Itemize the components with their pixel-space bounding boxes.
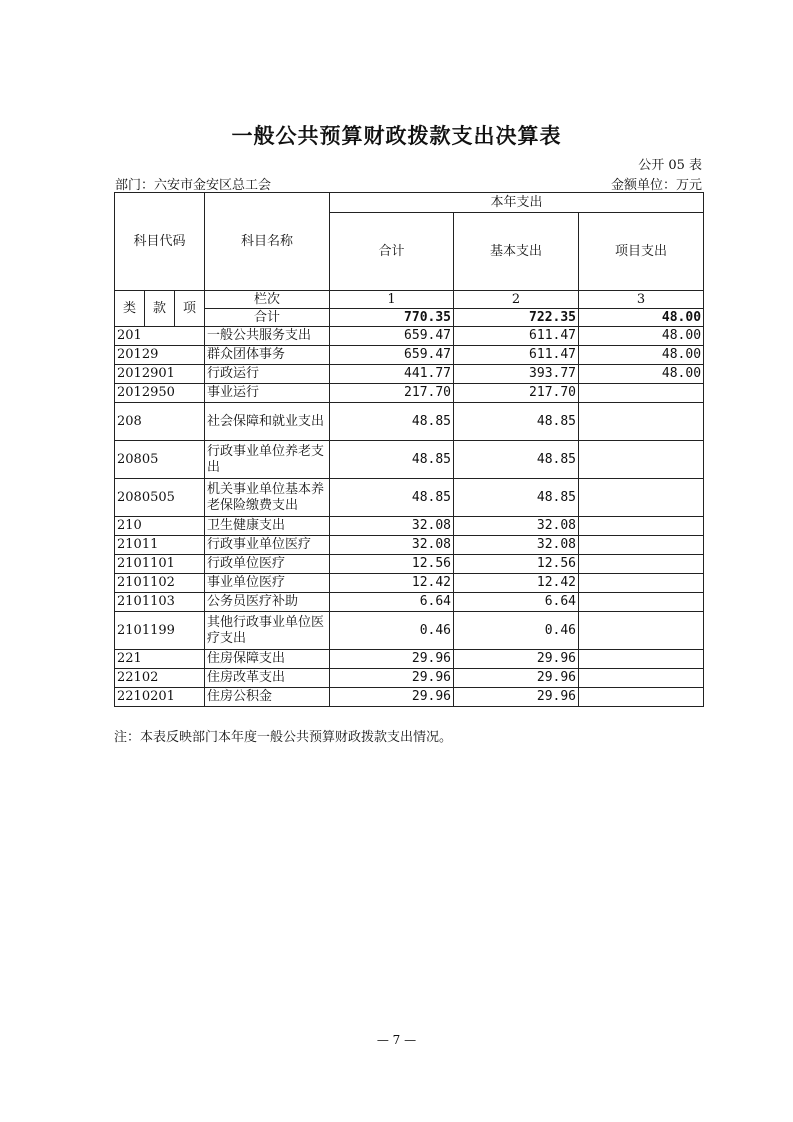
- subject-name: 行政单位医疗: [205, 555, 330, 574]
- amount-total: 0.46: [330, 612, 454, 650]
- header-xiang: 项: [175, 291, 205, 327]
- amount-basic: 6.64: [454, 593, 579, 612]
- header-col1: 1: [330, 291, 454, 309]
- subject-name: 行政运行: [205, 365, 330, 384]
- header-total: 合计: [330, 213, 454, 291]
- subject-code: 2210201: [115, 688, 205, 707]
- amount-project: 48.00: [579, 327, 704, 346]
- amount-basic: 29.96: [454, 669, 579, 688]
- table-row: [115, 593, 704, 612]
- amount-basic: 0.46: [454, 612, 579, 650]
- table-row: [115, 612, 704, 650]
- total-basic: 722.35: [454, 309, 579, 327]
- amount-total: 32.08: [330, 517, 454, 536]
- header-lei: 类: [115, 291, 145, 327]
- amount-basic: 611.47: [454, 346, 579, 365]
- amount-basic: 29.96: [454, 650, 579, 669]
- amount-basic: 29.96: [454, 688, 579, 707]
- subject-code: 2012950: [115, 384, 205, 403]
- table-row: [115, 517, 704, 536]
- subject-code: 22102: [115, 669, 205, 688]
- table-row: [115, 574, 704, 593]
- subject-name: 住房保障支出: [205, 650, 330, 669]
- amount-total: 441.77: [330, 365, 454, 384]
- subject-name: 行政事业单位医疗: [205, 536, 330, 555]
- amount-project: [579, 479, 704, 517]
- table-row: [115, 479, 704, 517]
- amount-total: 48.85: [330, 403, 454, 441]
- amount-project: 48.00: [579, 365, 704, 384]
- amount-project: [579, 536, 704, 555]
- subject-code: 2101103: [115, 593, 205, 612]
- amount-project: [579, 669, 704, 688]
- table-row: [115, 403, 704, 441]
- header-row-1: [115, 193, 704, 213]
- amount-total: 12.56: [330, 555, 454, 574]
- subject-code: 21011: [115, 536, 205, 555]
- subject-name: 公务员医疗补助: [205, 593, 330, 612]
- total-amount: 770.35: [330, 309, 454, 327]
- amount-project: [579, 403, 704, 441]
- total-label: 合计: [205, 309, 330, 327]
- amount-project: [579, 688, 704, 707]
- header-col3: 3: [579, 291, 704, 309]
- subject-code: 2080505: [115, 479, 205, 517]
- amount-project: [579, 650, 704, 669]
- table-row: [115, 365, 704, 384]
- header-col2: 2: [454, 291, 579, 309]
- amount-project: [579, 555, 704, 574]
- amount-basic: 32.08: [454, 536, 579, 555]
- subject-name: 社会保障和就业支出: [205, 403, 330, 441]
- form-number: 公开 05 表: [638, 158, 702, 173]
- header-subject-code: 科目代码: [115, 193, 205, 291]
- amount-total: 48.85: [330, 441, 454, 479]
- table-row: [115, 555, 704, 574]
- amount-total: 32.08: [330, 536, 454, 555]
- department-label: 部门：六安市金安区总工会: [115, 178, 272, 193]
- subject-name: 事业运行: [205, 384, 330, 403]
- table-row: [115, 650, 704, 669]
- header-column-no: 栏次: [205, 291, 330, 309]
- subject-name: 一般公共服务支出: [205, 327, 330, 346]
- subject-name: 住房公积金: [205, 688, 330, 707]
- subject-code: 2101101: [115, 555, 205, 574]
- amount-basic: 48.85: [454, 441, 579, 479]
- page-title: 一般公共预算财政拨款支出决算表: [231, 124, 562, 148]
- subject-code: 20129: [115, 346, 205, 365]
- header-project: 项目支出: [579, 213, 704, 291]
- amount-basic: 611.47: [454, 327, 579, 346]
- subject-name: 卫生健康支出: [205, 517, 330, 536]
- amount-basic: 12.42: [454, 574, 579, 593]
- subject-name: 事业单位医疗: [205, 574, 330, 593]
- amount-total: 12.42: [330, 574, 454, 593]
- subject-code: 221: [115, 650, 205, 669]
- subject-name: 群众团体事务: [205, 346, 330, 365]
- header-kuan: 款: [145, 291, 175, 327]
- table-note: 注：本表反映部门本年度一般公共预算财政拨款支出情况。: [114, 730, 453, 745]
- amount-project: [579, 574, 704, 593]
- amount-total: 29.96: [330, 669, 454, 688]
- page-number: — 7 —: [376, 1033, 417, 1047]
- subject-code: 2101199: [115, 612, 205, 650]
- amount-total: 29.96: [330, 650, 454, 669]
- subject-code: 210: [115, 517, 205, 536]
- amount-basic: 393.77: [454, 365, 579, 384]
- amount-basic: 217.70: [454, 384, 579, 403]
- expenditure-table: [114, 192, 704, 707]
- table-row: [115, 441, 704, 479]
- amount-project: [579, 593, 704, 612]
- amount-unit-label: 金额单位：万元: [610, 178, 702, 193]
- amount-total: 6.64: [330, 593, 454, 612]
- subject-code: 201: [115, 327, 205, 346]
- header-current-year: 本年支出: [330, 193, 704, 213]
- subject-code: 208: [115, 403, 205, 441]
- header-subject-name: 科目名称: [205, 193, 330, 291]
- subject-code: 2012901: [115, 365, 205, 384]
- amount-total: 29.96: [330, 688, 454, 707]
- subject-name: 其他行政事业单位医疗支出: [205, 612, 330, 650]
- subject-code: 2101102: [115, 574, 205, 593]
- table-row: [115, 327, 704, 346]
- header-basic: 基本支出: [454, 213, 579, 291]
- amount-total: 48.85: [330, 479, 454, 517]
- subject-name: 机关事业单位基本养老保险缴费支出: [205, 479, 330, 517]
- amount-total: 217.70: [330, 384, 454, 403]
- amount-basic: 48.85: [454, 479, 579, 517]
- amount-total: 659.47: [330, 346, 454, 365]
- amount-basic: 12.56: [454, 555, 579, 574]
- amount-basic: 32.08: [454, 517, 579, 536]
- subject-code: 20805: [115, 441, 205, 479]
- amount-project: [579, 384, 704, 403]
- subject-name: 住房改革支出: [205, 669, 330, 688]
- amount-project: [579, 612, 704, 650]
- table-row: [115, 536, 704, 555]
- table-row: [115, 346, 704, 365]
- total-project: 48.00: [579, 309, 704, 327]
- amount-project: [579, 441, 704, 479]
- column-number-row: [115, 291, 704, 309]
- table-row: [115, 384, 704, 403]
- table-row: [115, 688, 704, 707]
- table-row: [115, 669, 704, 688]
- amount-basic: 48.85: [454, 403, 579, 441]
- subject-name: 行政事业单位养老支出: [205, 441, 330, 479]
- amount-project: [579, 517, 704, 536]
- amount-project: 48.00: [579, 346, 704, 365]
- amount-total: 659.47: [330, 327, 454, 346]
